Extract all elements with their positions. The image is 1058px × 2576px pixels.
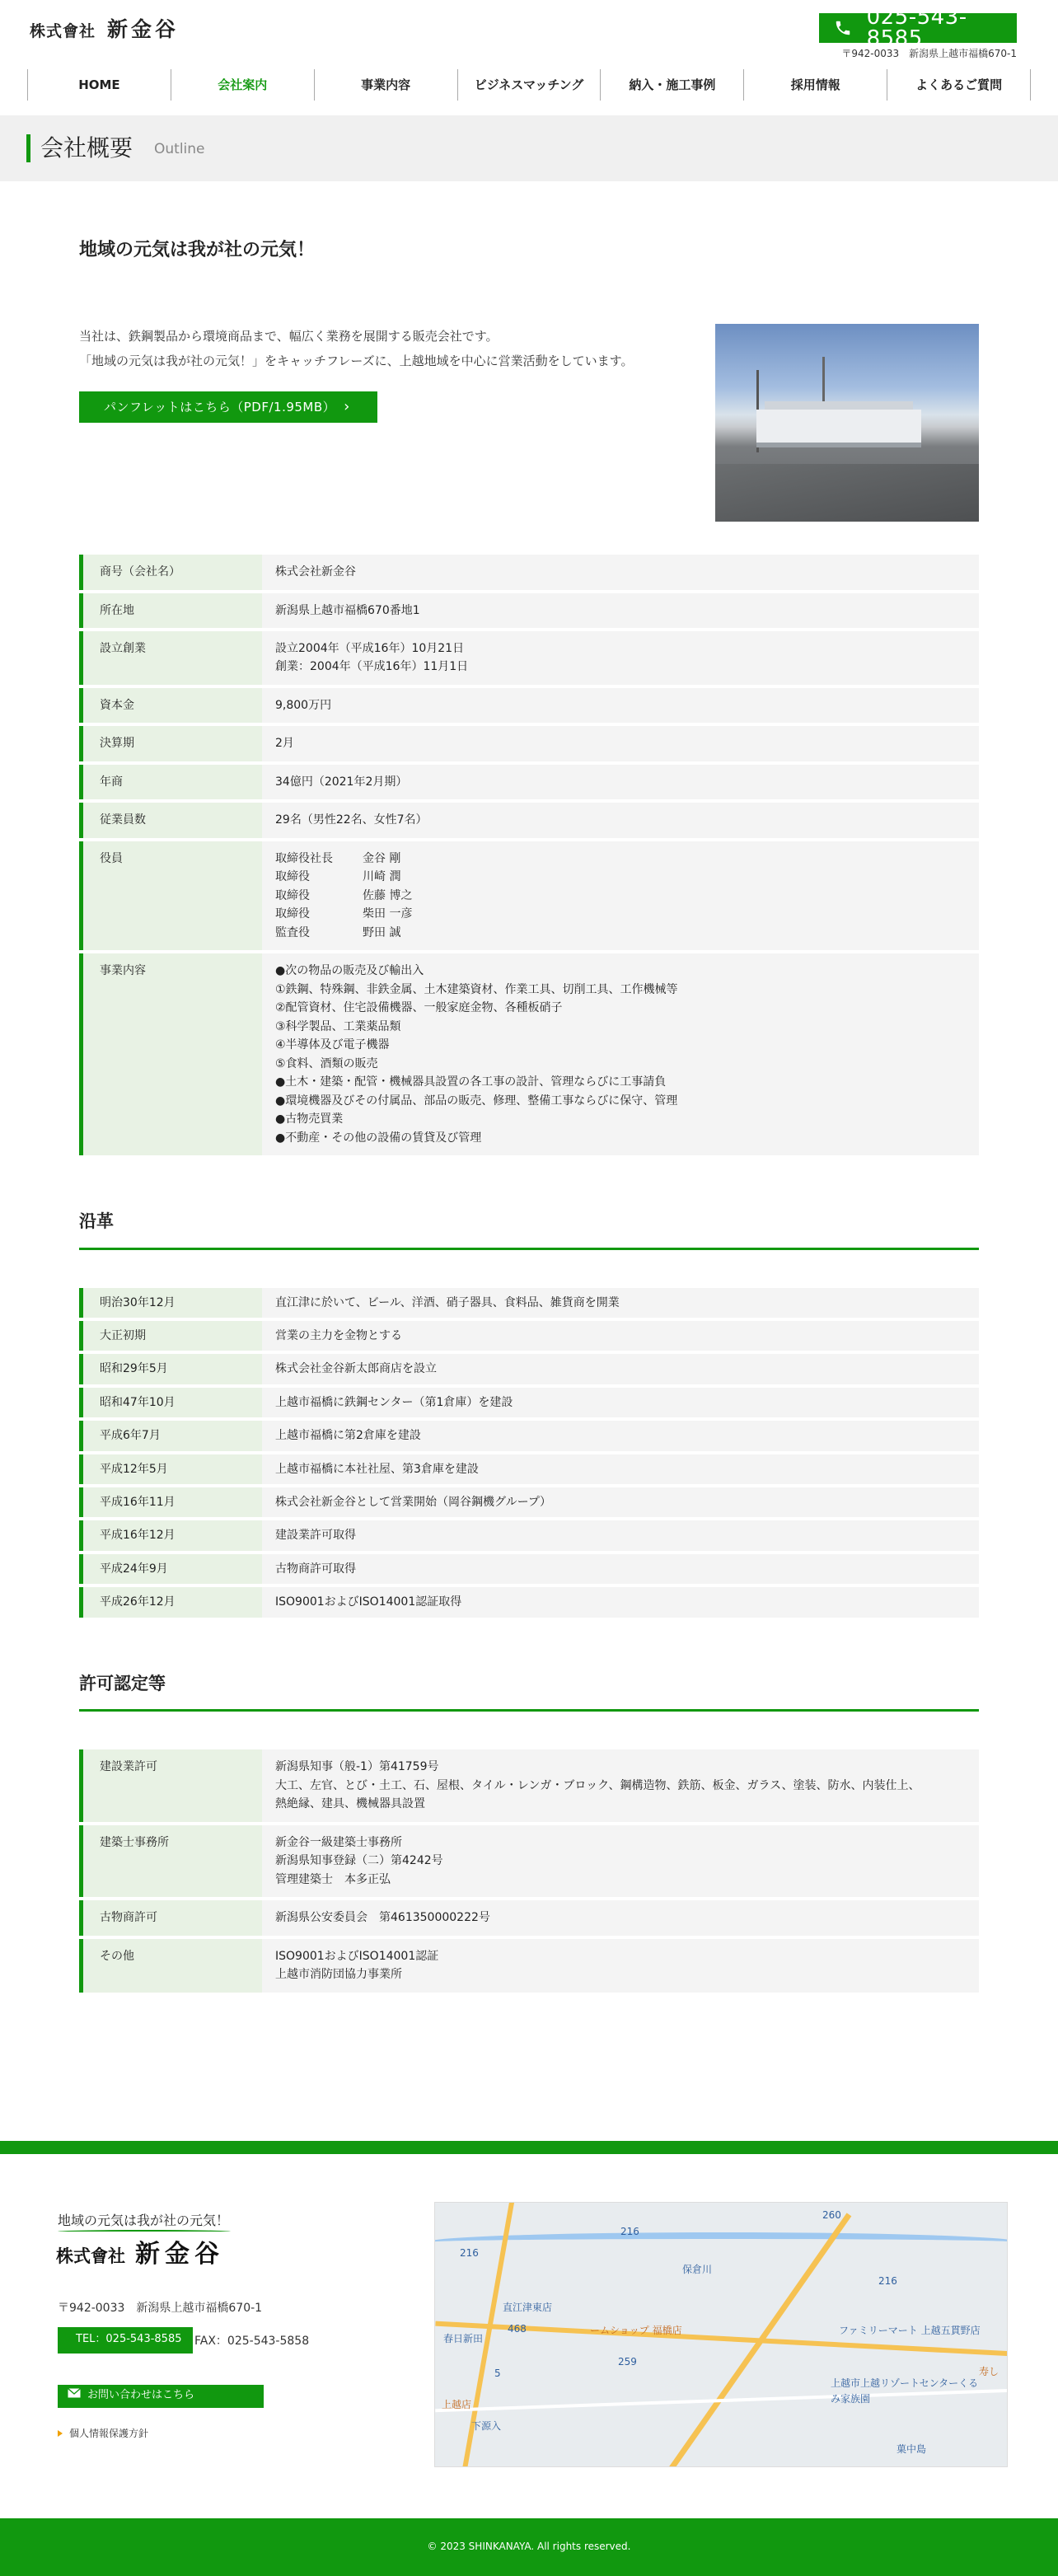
table-row xyxy=(79,593,979,628)
table-row xyxy=(79,1354,979,1384)
footer-catchphrase: 地域の元気は我が社の元気！ xyxy=(58,2212,230,2228)
licenses-table xyxy=(79,1749,979,1992)
table-row xyxy=(79,765,979,799)
history-date: 昭和47年10月 xyxy=(79,1388,262,1417)
global-nav xyxy=(27,69,1031,101)
table-row xyxy=(79,803,979,837)
business-item: ●土木・建築・配管・機械器具設置の各工事の設計、管理ならびに工事請負 xyxy=(275,1075,667,1089)
chevron-right-icon: › xyxy=(344,397,350,415)
header-tel-box[interactable] xyxy=(819,5,1017,51)
table-row xyxy=(79,953,979,1155)
business-item: ①鉄鋼、特殊鋼、非鉄金属、土木建築資材、作業工具、切削工具、工作機械等 xyxy=(275,982,678,996)
officer-name: 野田 誠 xyxy=(363,925,401,939)
row-value: 新潟県公安委員会 第461350000222号 xyxy=(275,1911,490,1925)
officer-item xyxy=(275,850,966,869)
business-item: ③科学製品、工業薬品類 xyxy=(275,1019,401,1033)
map-label: 春日新田 xyxy=(443,2332,484,2344)
row-value xyxy=(262,631,979,685)
row-label: 資本金 xyxy=(79,688,262,723)
map-label: 菓中島 xyxy=(896,2443,927,2455)
table-row xyxy=(79,726,979,761)
row-label: 設立創業 xyxy=(79,631,262,685)
business-item: ④半導体及び電子機器 xyxy=(275,1038,390,1052)
site-footer xyxy=(0,2154,1058,2518)
history-date: 大正初期 xyxy=(79,1321,262,1351)
map-label: 保倉川 xyxy=(682,2263,713,2275)
footer-swoosh xyxy=(58,2230,231,2233)
table-row xyxy=(79,1900,979,1935)
site-header xyxy=(0,0,1058,92)
photo-building xyxy=(756,410,921,447)
business-list xyxy=(262,953,979,1155)
company-building-photo xyxy=(715,324,979,522)
nav-recruit[interactable]: 採用情報 xyxy=(743,69,887,101)
row-label: 建築士事務所 xyxy=(79,1825,262,1898)
history-event: 株式会社金谷新太郎商店を設立 xyxy=(275,1362,437,1376)
license-line: 上越市消防団協力事業所 xyxy=(275,1968,402,1982)
license-line: 熱絶縁、建具、機械器具設置 xyxy=(275,1797,425,1811)
officer-role: 監査役 xyxy=(275,925,310,939)
photo-road xyxy=(715,464,979,522)
history-event: 株式会社新金谷として営業開始（岡谷鋼機グループ） xyxy=(275,1495,552,1509)
contact-button[interactable] xyxy=(58,2385,264,2408)
row-value xyxy=(262,1825,979,1898)
history-date: 平成26年12月 xyxy=(79,1587,262,1617)
company-outline-table xyxy=(79,555,979,1155)
table-row xyxy=(79,555,979,589)
business-item: ⑤食料、酒類の販売 xyxy=(275,1056,378,1070)
phone-icon xyxy=(819,19,867,37)
privacy-policy-link[interactable] xyxy=(58,2426,148,2442)
map-label: ファミリーマート 上越五貫野店 xyxy=(839,2324,981,2336)
table-row xyxy=(79,1939,979,1993)
license-line: 新潟県知事（般-1）第41759号 xyxy=(275,1760,439,1774)
table-row xyxy=(79,841,979,951)
map-label: 寿し xyxy=(979,2365,999,2377)
triangle-right-icon xyxy=(58,2430,63,2437)
history-event: 建設業許可取得 xyxy=(275,1529,356,1543)
header-tel-number: 025-543-8585 xyxy=(866,5,967,51)
history-event: 営業の主力を金物とする xyxy=(275,1329,402,1343)
page-title-band xyxy=(0,115,1058,181)
table-row xyxy=(79,1454,979,1484)
license-line: ISO9001およびISO14001認証 xyxy=(275,1949,439,1963)
row-label: 決算期 xyxy=(79,726,262,761)
footer-logo-small: 株式會社 xyxy=(56,2245,125,2266)
business-item: ②配管資材、住宅設備機器、一般家庭金物、各種板硝子 xyxy=(275,1001,563,1015)
nav-business-matching[interactable]: ビジネスマッチング xyxy=(457,69,601,101)
officer-item xyxy=(275,887,966,906)
row-label: 年商 xyxy=(79,765,262,799)
map-label: 259 xyxy=(618,2355,637,2368)
history-date: 平成24年9月 xyxy=(79,1554,262,1584)
history-event: 古物商許可取得 xyxy=(275,1562,356,1576)
history-event: 上越市福橋に鉄鋼センター（第1倉庫）を建設 xyxy=(275,1395,513,1409)
table-row xyxy=(79,1749,979,1822)
map-label: 上越市上越リゾートセンターくるみ家族園 xyxy=(831,2377,979,2405)
intro-section xyxy=(79,324,979,522)
table-row xyxy=(79,631,979,685)
row-label: 商号（会社名） xyxy=(79,555,262,589)
business-item: ●環境機器及びその付属品、部品の販売、修理、整備工事ならびに保守、管理 xyxy=(275,1094,678,1108)
founded-line: 創業：2004年（平成16年）11月1日 xyxy=(275,660,469,674)
google-map[interactable] xyxy=(434,2202,1008,2467)
footer-fax: FAX：025-543-5858 xyxy=(194,2334,310,2348)
footer-tel-button[interactable]: TEL：025-543-8585 xyxy=(58,2327,193,2354)
history-event: ISO9001およびISO14001認証取得 xyxy=(275,1595,462,1609)
officer-name: 金谷 剛 xyxy=(363,851,401,865)
officer-item xyxy=(275,868,966,887)
main-content xyxy=(79,236,979,1993)
map-label: 5 xyxy=(494,2367,501,2379)
row-value: 新潟県上越市福橋670番地1 xyxy=(275,603,420,617)
license-line: 管理建築士 本多正弘 xyxy=(275,1872,391,1886)
row-label: その他 xyxy=(79,1939,262,1993)
history-event: 直江津に於いて、ビール、洋酒、硝子器具、食料品、雑貨商を開業 xyxy=(275,1295,620,1309)
officer-role: 取締役 xyxy=(275,870,310,884)
nav-cases[interactable]: 納入・施工事例 xyxy=(600,69,743,101)
history-event: 上越市福橋に第2倉庫を建設 xyxy=(275,1429,421,1443)
officer-item xyxy=(275,905,966,924)
nav-home[interactable]: HOME xyxy=(27,69,171,101)
table-row xyxy=(79,1288,979,1318)
logo-large-text: 新金谷 xyxy=(107,17,180,41)
row-label: 事業内容 xyxy=(79,953,262,1155)
map-label: 216 xyxy=(620,2225,639,2237)
map-label: ームショップ 福橋店 xyxy=(590,2324,682,2336)
licenses-heading: 許可認定等 xyxy=(79,1670,979,1712)
page-title: 会社概要 xyxy=(40,133,133,162)
row-value: 2月 xyxy=(275,737,294,751)
row-value: 株式会社新金谷 xyxy=(275,565,356,579)
table-row xyxy=(79,1587,979,1617)
history-date: 平成16年12月 xyxy=(79,1520,262,1550)
table-row xyxy=(79,1825,979,1898)
history-heading: 沿革 xyxy=(79,1208,979,1250)
table-row xyxy=(79,1487,979,1517)
table-row xyxy=(79,1388,979,1417)
footer-logo[interactable] xyxy=(56,2235,224,2274)
map-label: 216 xyxy=(878,2274,897,2287)
history-date: 昭和29年5月 xyxy=(79,1354,262,1384)
table-row xyxy=(79,1554,979,1584)
officer-name: 川崎 潤 xyxy=(363,870,401,884)
intro-line-1: 当社は、鉄鋼製品から環境商品まで、幅広く業務を展開する販売会社です。 xyxy=(79,329,499,344)
nav-faq[interactable]: よくあるご質問 xyxy=(887,69,1031,101)
map-label: 260 xyxy=(822,2208,841,2221)
table-row xyxy=(79,1421,979,1450)
table-row xyxy=(79,1520,979,1550)
license-line: 新金谷一級建築士事務所 xyxy=(275,1835,402,1849)
business-item: ●古物売買業 xyxy=(275,1112,344,1126)
officer-role: 取締役社長 xyxy=(275,851,333,865)
history-date: 平成6年7月 xyxy=(79,1421,262,1450)
privacy-label: 個人情報保護方針 xyxy=(69,2427,149,2439)
established-line: 設立2004年（平成16年）10月21日 xyxy=(275,641,465,655)
officer-name: 柴田 一彦 xyxy=(363,907,413,921)
table-row xyxy=(79,1321,979,1351)
officer-name: 佐藤 博之 xyxy=(363,888,413,902)
history-event: 上越市福橋に本社社屋、第3倉庫を建設 xyxy=(275,1462,479,1476)
license-line: 新潟県知事登録（二）第4242号 xyxy=(275,1854,443,1868)
history-date: 平成12年5月 xyxy=(79,1454,262,1484)
map-label: 上越店 xyxy=(442,2398,472,2410)
history-table xyxy=(79,1288,979,1618)
row-label: 従業員数 xyxy=(79,803,262,837)
row-value: 29名（男性22名、女性7名） xyxy=(275,813,428,827)
map-river xyxy=(434,2232,1008,2252)
footer-top-band xyxy=(0,2141,1058,2154)
history-date: 平成16年11月 xyxy=(79,1487,262,1517)
intro-line-2: 「地域の元気は我が社の元気！」をキャッチフレーズに、上越地域を中心に営業活動をしています。 xyxy=(79,354,634,369)
contact-label: お問い合わせはこちら xyxy=(87,2389,195,2402)
row-label: 所在地 xyxy=(79,593,262,628)
table-row xyxy=(79,688,979,723)
header-address: 〒942-0033 新潟県上越市福橋670-1 xyxy=(841,48,1017,59)
row-value: 9,800万円 xyxy=(275,698,332,712)
logo-small-text: 株式會社 xyxy=(30,22,96,40)
footer-logo-large: 新金谷 xyxy=(135,2239,224,2269)
copyright-bar: © 2023 SHINKANAYA. All rights reserved. xyxy=(0,2518,1058,2576)
row-label: 建設業許可 xyxy=(79,1749,262,1822)
site-logo[interactable] xyxy=(30,13,179,46)
nav-company[interactable]: 会社案内 xyxy=(171,69,314,101)
map-label: 468 xyxy=(508,2322,527,2335)
row-label: 役員 xyxy=(79,841,262,951)
map-label: 216 xyxy=(460,2246,479,2259)
catchphrase-heading: 地域の元気は我が社の元気！ xyxy=(79,240,316,260)
history-date: 明治30年12月 xyxy=(79,1288,262,1318)
pamphlet-button[interactable] xyxy=(79,391,377,423)
nav-business[interactable]: 事業内容 xyxy=(314,69,457,101)
officer-role: 取締役 xyxy=(275,888,310,902)
row-value xyxy=(262,1939,979,1993)
row-label: 古物商許可 xyxy=(79,1900,262,1935)
footer-address: 〒942-0033 新潟県上越市福橋670-1 xyxy=(58,2301,263,2315)
row-value xyxy=(262,1749,979,1822)
page-title-en: Outline xyxy=(154,141,205,158)
intro-text xyxy=(79,324,633,522)
row-value: 34億円（2021年2月期） xyxy=(275,775,408,789)
business-item: ●次の物品の販売及び輸出入 xyxy=(275,964,424,978)
map-label: 直江津東店 xyxy=(503,2301,553,2313)
title-accent-bar xyxy=(26,134,30,162)
officer-role: 取締役 xyxy=(275,907,310,921)
officers-list xyxy=(262,841,979,951)
license-line: 大工、左官、とび・土工、石、屋根、タイル・レンガ・ブロック、鋼構造物、鉄筋、板金、ガラス、塗装、防水、内装仕上、 xyxy=(275,1778,920,1792)
officer-item xyxy=(275,924,966,943)
mail-icon xyxy=(68,2387,81,2405)
map-label: 下源入 xyxy=(471,2419,502,2432)
business-item: ●不動産・その他の設備の賃貸及び管理 xyxy=(275,1131,482,1145)
pamphlet-label: パンフレットはこちら（PDF/1.95MB） xyxy=(104,400,336,415)
